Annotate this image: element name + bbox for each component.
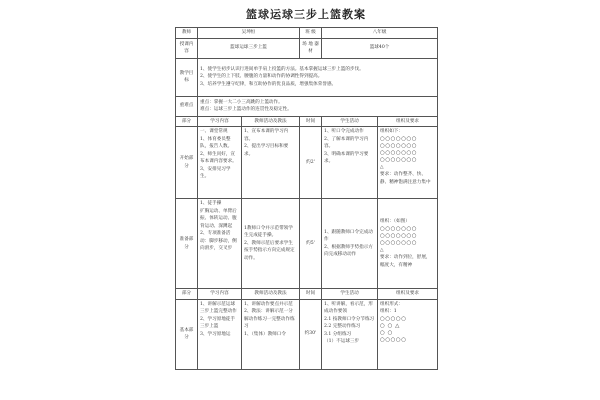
part-start-row (176, 127, 438, 199)
content-line: 2、学习原地徒手三步上篮 (200, 316, 236, 329)
header-cell: 时间 (300, 289, 322, 300)
key-item: 重点：掌握一大二小三高跳的上篮动作。 (200, 99, 283, 105)
part-teacher (242, 199, 300, 289)
formation-row: ○○○○○○○ (380, 232, 418, 239)
header-cell: 组织及要求 (378, 116, 438, 127)
org-line: 要求：动作到位，舒展，幅度大，有精神 (380, 255, 431, 268)
content-row (176, 38, 438, 58)
content-line: 3、学习原地运 (200, 331, 231, 337)
formation-row: ○○○○○○○ (380, 135, 418, 142)
teacher-label: 教师 (176, 28, 198, 39)
student-line: 2.1 按教师口令分节练习 (324, 316, 375, 322)
student-line: 3.1 分组练习 (324, 331, 352, 337)
part-basic-row (176, 299, 438, 369)
student-line: 1、听口令完成动作 (324, 129, 364, 134)
table-header-row (176, 116, 438, 127)
teacher-name: 吴坤恒 (198, 28, 300, 39)
class-label: 班 级 (300, 28, 322, 39)
teacher-line: 1、宣布本课的学习内容。 (244, 129, 289, 142)
part-student (322, 299, 378, 369)
formation-row: ○○○○○ (380, 315, 407, 322)
lesson-plan-document (175, 6, 437, 370)
teacher-marker: △ (380, 164, 384, 170)
venue-label: 场 地 器 材 (300, 38, 322, 58)
teacher-row (176, 28, 438, 39)
teacher-line: 1教师口令并示范带领学生完成徒手操。 (244, 225, 293, 239)
header-cell: 时间 (300, 116, 322, 127)
goal-item: 1、使学生初步认识行进间单手肩上投篮的方法。基本掌握运球三步上篮的步伐。 (200, 66, 364, 72)
teacher-line: 2、教法：讲解示范一分解动作练习一完整动作练习 (244, 309, 295, 329)
part-teacher (242, 127, 300, 199)
teacher-line: 2、教师示范后要求学生按手势指示方向完成规定动作。 (244, 240, 295, 261)
part-content (198, 199, 242, 289)
table-header-row-2 (176, 289, 438, 300)
content-label: 授课内容 (176, 38, 198, 58)
header-cell: 部分 (176, 289, 198, 300)
content-line: 一、课堂常规 (200, 129, 228, 134)
teacher-line: 1、（集体）教师口令 (244, 331, 286, 337)
teacher-marker: △ (380, 247, 384, 253)
header-cell: 教师活动及教法 (242, 289, 300, 300)
teacher-line: 2、提出学习目标和要求。 (244, 144, 289, 157)
part-prep-row (176, 199, 438, 289)
formation-row: ○ ○ △ (380, 322, 400, 329)
goals-label: 教学目标 (176, 58, 198, 96)
formation-row: ○○○○○○○ (380, 225, 418, 232)
student-line: 2.2 完整动作练习 (324, 324, 361, 329)
part-student (322, 199, 378, 289)
student-line: 1、跟随教师口令完成动作 (324, 229, 373, 242)
formation-row: ○○○○○○○ (380, 142, 418, 149)
part-name: 准备部分 (176, 199, 198, 289)
part-teacher (242, 299, 300, 369)
keys-label: 重难点 (176, 96, 198, 116)
part-time: 约30' (300, 299, 322, 369)
org-line: 组织形式： (380, 301, 403, 307)
org-line: 组织：1 (380, 309, 397, 314)
part-time: 约5' (300, 199, 322, 289)
formation-row: ○○○○○○○ (380, 239, 418, 246)
header-cell: 部分 (176, 116, 198, 127)
student-line: 2、了解本课的学习内容。 (324, 136, 369, 149)
part-name: 开始部分 (176, 127, 198, 199)
keys-row (176, 96, 438, 116)
part-content (198, 127, 242, 199)
content-line: 1、徒手操 (200, 201, 222, 206)
content-line: 扩胸运动、单臂后振、体转运动、腹背运动、深蹲起 (200, 208, 237, 229)
formation-row: ○ ○ (380, 329, 393, 336)
part-content (198, 299, 242, 369)
venue-value: 篮球40个 (322, 38, 438, 58)
content-line: 2、专项准备活动：脚步移动，侧向滑步，交叉步 (200, 231, 237, 251)
part-org (378, 199, 438, 289)
content-line: 1、体育委员整队，报告人数。 (200, 136, 233, 149)
header-cell: 学生活动 (322, 289, 378, 300)
part-time: 约2' (300, 127, 322, 199)
header-cell: 教师活动及教法 (242, 116, 300, 127)
keys-content (198, 96, 438, 116)
part-org (378, 127, 438, 199)
org-line: 要求：动作整齐、快、静、精神饱满注意力集中 (380, 172, 431, 185)
student-line: 1、听讲解，看示范，形成动作要领 (324, 301, 373, 314)
header-cell: 学习内容 (198, 289, 242, 300)
lesson-plan-table (175, 27, 438, 370)
content-value: 篮球运球三步上篮 (198, 38, 300, 58)
part-name: 基本部分 (176, 299, 198, 369)
header-cell: 学习内容 (198, 116, 242, 127)
goal-item: 2、使学生的上下肢、腰腹的力量和动作的协调性得到提高。 (200, 74, 323, 80)
student-line: （1）不运球三步 (324, 339, 360, 344)
page-title: 篮球运球三步上篮教案 (246, 8, 366, 21)
student-line: 3、明确本课的学习要求。 (324, 151, 369, 164)
formation-row: ○○○○○○○ (380, 149, 418, 156)
class-value: 八年级 (322, 28, 438, 39)
org-line: 组织：（如图） (380, 219, 410, 224)
content-line: 3、安排见习学生。 (200, 166, 231, 179)
goals-row (176, 58, 438, 96)
key-item: 难点：运球三步上篮动作的连贯性及稳定性。 (200, 107, 292, 112)
content-line: 2、师生问好，宣布本课内容要求。 (200, 151, 237, 164)
content-line: 1、讲解示范运球三步上篮完整动作 (200, 301, 237, 314)
org-line: 组织如下： (380, 129, 403, 134)
goals-content (198, 58, 438, 96)
header-cell: 组织及要求 (378, 289, 438, 300)
goal-item: 3、培养学生遵守纪律，和互助协作的优良品质，增强集体荣誉感。 (200, 81, 337, 87)
part-org (378, 299, 438, 369)
formation-row: ○○○○○○○ (380, 156, 418, 163)
student-line: 2、根据教师手势指示方向完成移动动作 (324, 244, 373, 257)
teacher-line: 1、讲解动作要点并示范 (244, 301, 293, 307)
header-cell: 学生活动 (322, 116, 378, 127)
formation-row: ○○○○○ (380, 336, 407, 343)
part-student (322, 127, 378, 199)
